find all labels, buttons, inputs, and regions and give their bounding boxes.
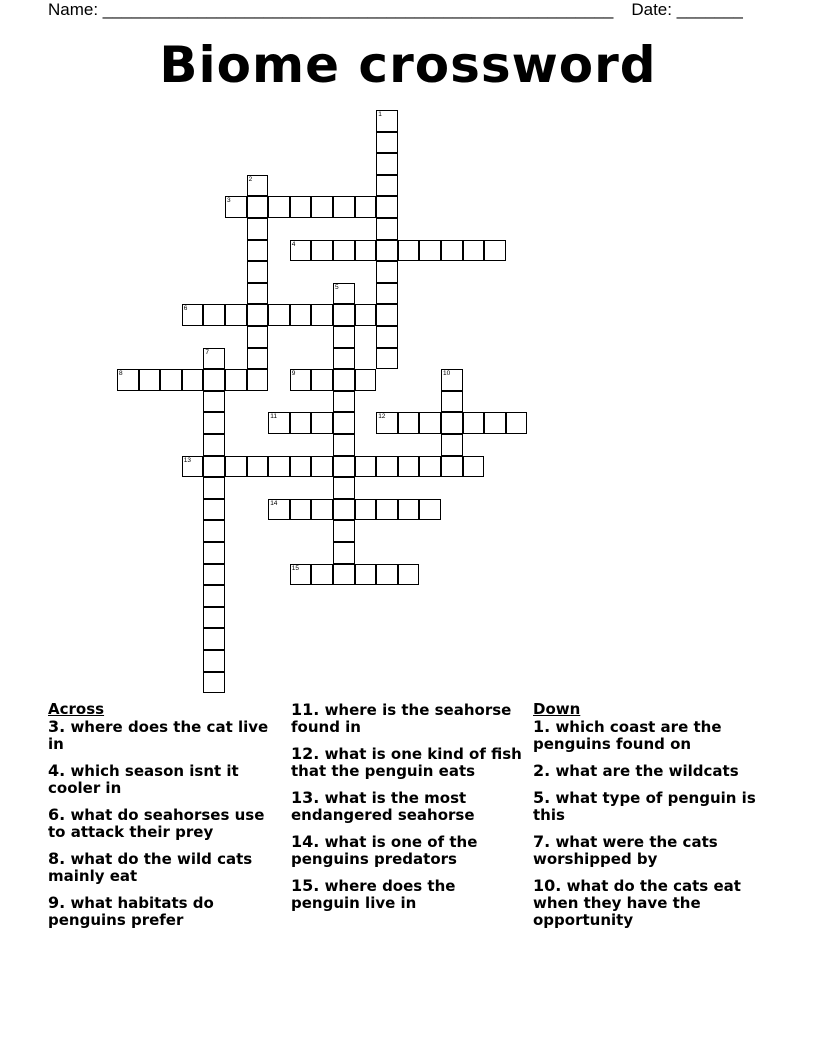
grid-cell[interactable] xyxy=(376,218,398,240)
cell-number: 15 xyxy=(291,564,300,572)
grid-cell[interactable] xyxy=(311,240,333,262)
grid-cell[interactable] xyxy=(203,628,225,650)
grid-cell[interactable] xyxy=(355,196,377,218)
grid-cell[interactable] xyxy=(398,564,420,586)
grid-cell[interactable] xyxy=(333,477,355,499)
grid-cell[interactable] xyxy=(311,369,333,391)
grid-cell[interactable] xyxy=(247,283,269,305)
grid-cell[interactable] xyxy=(441,391,463,413)
grid-cell[interactable] xyxy=(311,564,333,586)
grid-cell[interactable] xyxy=(441,434,463,456)
grid-cell[interactable] xyxy=(268,499,290,521)
clue-text: what do the wild cats mainly eat xyxy=(48,850,253,885)
grid-cell[interactable] xyxy=(203,369,225,391)
clue-text: what type of penguin is this xyxy=(533,789,756,824)
grid-cell[interactable] xyxy=(311,456,333,478)
name-label: Name: ______________________________________________________ xyxy=(48,0,614,19)
cell-number: 3 xyxy=(227,197,231,205)
grid-cell[interactable] xyxy=(139,369,161,391)
grid-cell[interactable] xyxy=(290,304,312,326)
grid-cell[interactable] xyxy=(333,391,355,413)
across-heading: Across xyxy=(48,700,105,718)
grid-cell[interactable] xyxy=(463,412,485,434)
grid-cell[interactable] xyxy=(355,369,377,391)
grid-cell[interactable] xyxy=(333,369,355,391)
clue-14 xyxy=(291,833,523,868)
grid-cell[interactable] xyxy=(484,412,506,434)
grid-cell[interactable] xyxy=(247,348,269,370)
grid-cell[interactable] xyxy=(441,456,463,478)
grid-cell[interactable] xyxy=(268,196,290,218)
grid-cell[interactable] xyxy=(355,304,377,326)
grid-cell[interactable] xyxy=(290,240,312,262)
grid-cell[interactable] xyxy=(203,391,225,413)
grid-cell[interactable] xyxy=(376,196,398,218)
clue-text: what were the cats worshipped by xyxy=(533,833,718,868)
cell-number: 10 xyxy=(443,370,451,378)
grid-cell[interactable] xyxy=(333,564,355,586)
grid-cell[interactable] xyxy=(333,326,355,348)
clue-text: which season isnt it cooler in xyxy=(48,762,239,797)
date-label: Date: _______ xyxy=(631,0,743,19)
grid-cell[interactable] xyxy=(311,304,333,326)
grid-cell[interactable] xyxy=(203,564,225,586)
cell-number: 6 xyxy=(183,305,188,313)
down-heading: Down xyxy=(533,700,581,718)
grid-cell[interactable] xyxy=(203,542,225,564)
grid-cell[interactable] xyxy=(268,412,290,434)
grid-cell[interactable] xyxy=(376,412,398,434)
clue-4 xyxy=(48,762,280,797)
clue-number: 12. xyxy=(291,744,320,763)
grid-cell[interactable] xyxy=(225,456,247,478)
clue-text: what do the cats eat when they have the opportunity xyxy=(533,877,741,929)
grid-cell[interactable] xyxy=(441,412,463,434)
clue-13 xyxy=(291,789,523,824)
grid-cell[interactable] xyxy=(441,369,463,391)
clue-number: 1. xyxy=(533,717,551,736)
grid-cell[interactable] xyxy=(398,240,420,262)
grid-cell[interactable] xyxy=(333,412,355,434)
clue-11 xyxy=(291,701,523,736)
grid-cell[interactable] xyxy=(203,348,225,370)
clue-number: 7. xyxy=(533,832,551,851)
clues-down-column xyxy=(533,701,765,938)
cell-number: 7 xyxy=(205,348,210,356)
cell-number: 11 xyxy=(270,413,277,421)
grid-cell[interactable] xyxy=(247,240,269,262)
grid-cell[interactable] xyxy=(376,240,398,262)
grid-cell[interactable] xyxy=(182,304,204,326)
clues-across-column-2 xyxy=(291,701,523,921)
grid-cell[interactable] xyxy=(182,369,204,391)
grid-cell[interactable] xyxy=(290,196,312,218)
grid-cell[interactable] xyxy=(203,499,225,521)
grid-cell[interactable] xyxy=(311,412,333,434)
grid-cell[interactable] xyxy=(376,132,398,154)
clue-text: where does the cat live in xyxy=(48,718,269,753)
grid-cell[interactable] xyxy=(376,348,398,370)
grid-cell[interactable] xyxy=(376,304,398,326)
grid-cell[interactable] xyxy=(268,456,290,478)
grid-cell[interactable] xyxy=(203,477,225,499)
grid-cell[interactable] xyxy=(355,240,377,262)
cell-number: 5 xyxy=(335,283,339,291)
grid-cell[interactable] xyxy=(268,304,290,326)
grid-cell[interactable] xyxy=(203,520,225,542)
grid-cell[interactable] xyxy=(355,564,377,586)
grid-cell[interactable] xyxy=(203,585,225,607)
clue-6 xyxy=(48,806,280,841)
cell-number: 2 xyxy=(248,175,253,183)
grid-cell[interactable] xyxy=(441,240,463,262)
clue-15 xyxy=(291,877,523,912)
clue-number: 8. xyxy=(48,849,66,868)
grid-cell[interactable] xyxy=(290,412,312,434)
clue-text: what is the most endangered seahorse xyxy=(291,789,475,824)
clue-text: what is one kind of fish that the penguin eats xyxy=(291,745,522,780)
cell-number: 1 xyxy=(378,111,382,118)
grid-cell[interactable] xyxy=(333,304,355,326)
grid-cell[interactable] xyxy=(333,499,355,521)
grid-cell[interactable] xyxy=(419,456,441,478)
clue-12 xyxy=(291,745,523,780)
grid-cell[interactable] xyxy=(333,196,355,218)
cell-number: 9 xyxy=(291,370,296,378)
clue-text: where is the seahorse found in xyxy=(291,701,512,736)
clue-text: which coast are the penguins found on xyxy=(533,718,722,753)
grid-cell[interactable] xyxy=(484,240,506,262)
grid-cell[interactable] xyxy=(311,499,333,521)
clue-9 xyxy=(48,894,280,929)
clue-8 xyxy=(48,850,280,885)
cell-number: 12 xyxy=(378,413,386,421)
grid-cell[interactable] xyxy=(398,499,420,521)
grid-cell[interactable] xyxy=(333,283,355,305)
grid-cell[interactable] xyxy=(376,456,398,478)
grid-cell[interactable] xyxy=(376,110,398,132)
clue-text: where does the penguin live in xyxy=(291,877,456,912)
clue-5 xyxy=(533,789,765,824)
grid-cell[interactable] xyxy=(117,369,139,391)
grid-cell[interactable] xyxy=(333,520,355,542)
grid-cell[interactable] xyxy=(247,175,269,197)
grid-cell[interactable] xyxy=(225,196,247,218)
clue-number: 15. xyxy=(291,876,320,895)
clue-number: 9. xyxy=(48,893,66,912)
grid-cell[interactable] xyxy=(398,412,420,434)
grid-cell[interactable] xyxy=(290,369,312,391)
grid-cell[interactable] xyxy=(376,153,398,175)
clue-2 xyxy=(533,762,765,780)
clue-number: 4. xyxy=(48,761,66,780)
grid-cell[interactable] xyxy=(376,499,398,521)
clues-across-column-1 xyxy=(48,701,280,938)
clue-number: 11. xyxy=(291,700,320,719)
clue-number: 14. xyxy=(291,832,320,851)
grid-cell[interactable] xyxy=(463,240,485,262)
grid-cell[interactable] xyxy=(160,369,182,391)
grid-cell[interactable] xyxy=(376,326,398,348)
clue-1 xyxy=(533,718,765,753)
cell-number: 13 xyxy=(183,456,192,464)
grid-cell[interactable] xyxy=(419,240,441,262)
cell-number: 4 xyxy=(291,240,296,248)
grid-cell[interactable] xyxy=(203,650,225,672)
grid-cell[interactable] xyxy=(355,456,377,478)
grid-cell[interactable] xyxy=(333,542,355,564)
clue-3 xyxy=(48,718,280,753)
grid-cell[interactable] xyxy=(311,196,333,218)
clue-number: 10. xyxy=(533,876,562,895)
grid-cell[interactable] xyxy=(333,456,355,478)
grid-cell[interactable] xyxy=(290,564,312,586)
grid-cell[interactable] xyxy=(203,607,225,629)
grid-cell[interactable] xyxy=(203,304,225,326)
clue-text: what habitats do penguins prefer xyxy=(48,894,214,929)
grid-cell[interactable] xyxy=(398,456,420,478)
grid-cell[interactable] xyxy=(225,369,247,391)
grid-cell[interactable] xyxy=(333,434,355,456)
grid-cell[interactable] xyxy=(247,304,269,326)
clue-7 xyxy=(533,833,765,868)
grid-cell[interactable] xyxy=(290,499,312,521)
grid-cell[interactable] xyxy=(333,240,355,262)
grid-cell[interactable] xyxy=(506,412,528,434)
clue-text: what are the wildcats xyxy=(550,762,739,780)
grid-cell[interactable] xyxy=(247,369,269,391)
grid-cell[interactable] xyxy=(333,348,355,370)
grid-cell[interactable] xyxy=(203,672,225,694)
grid-cell[interactable] xyxy=(376,175,398,197)
grid-cell[interactable] xyxy=(355,499,377,521)
grid-cell[interactable] xyxy=(203,412,225,434)
grid-cell[interactable] xyxy=(376,564,398,586)
grid-cell[interactable] xyxy=(376,261,398,283)
clue-number: 2. xyxy=(533,761,551,780)
grid-cell[interactable] xyxy=(376,283,398,305)
grid-cell[interactable] xyxy=(203,434,225,456)
clue-text: what is one of the penguins predators xyxy=(291,833,478,868)
grid-cell[interactable] xyxy=(463,456,485,478)
clue-number: 5. xyxy=(533,788,551,807)
cell-number: 8 xyxy=(119,370,123,378)
clue-number: 3. xyxy=(48,717,66,736)
grid-cell[interactable] xyxy=(247,218,269,240)
grid-cell[interactable] xyxy=(203,456,225,478)
clue-number: 13. xyxy=(291,788,320,807)
clue-number: 6. xyxy=(48,805,66,824)
page-title: Biome crossword xyxy=(159,36,657,94)
grid-cell[interactable] xyxy=(247,196,269,218)
clue-text: what do seahorses use to attack their prey xyxy=(48,806,265,841)
grid-cell[interactable] xyxy=(182,456,204,478)
grid-cell[interactable] xyxy=(247,326,269,348)
grid-cell[interactable] xyxy=(419,412,441,434)
grid-cell[interactable] xyxy=(290,456,312,478)
grid-cell[interactable] xyxy=(225,304,247,326)
grid-cell[interactable] xyxy=(247,261,269,283)
grid-cell[interactable] xyxy=(247,456,269,478)
cell-number: 14 xyxy=(270,499,278,507)
clue-10 xyxy=(533,877,765,929)
grid-cell[interactable] xyxy=(419,499,441,521)
